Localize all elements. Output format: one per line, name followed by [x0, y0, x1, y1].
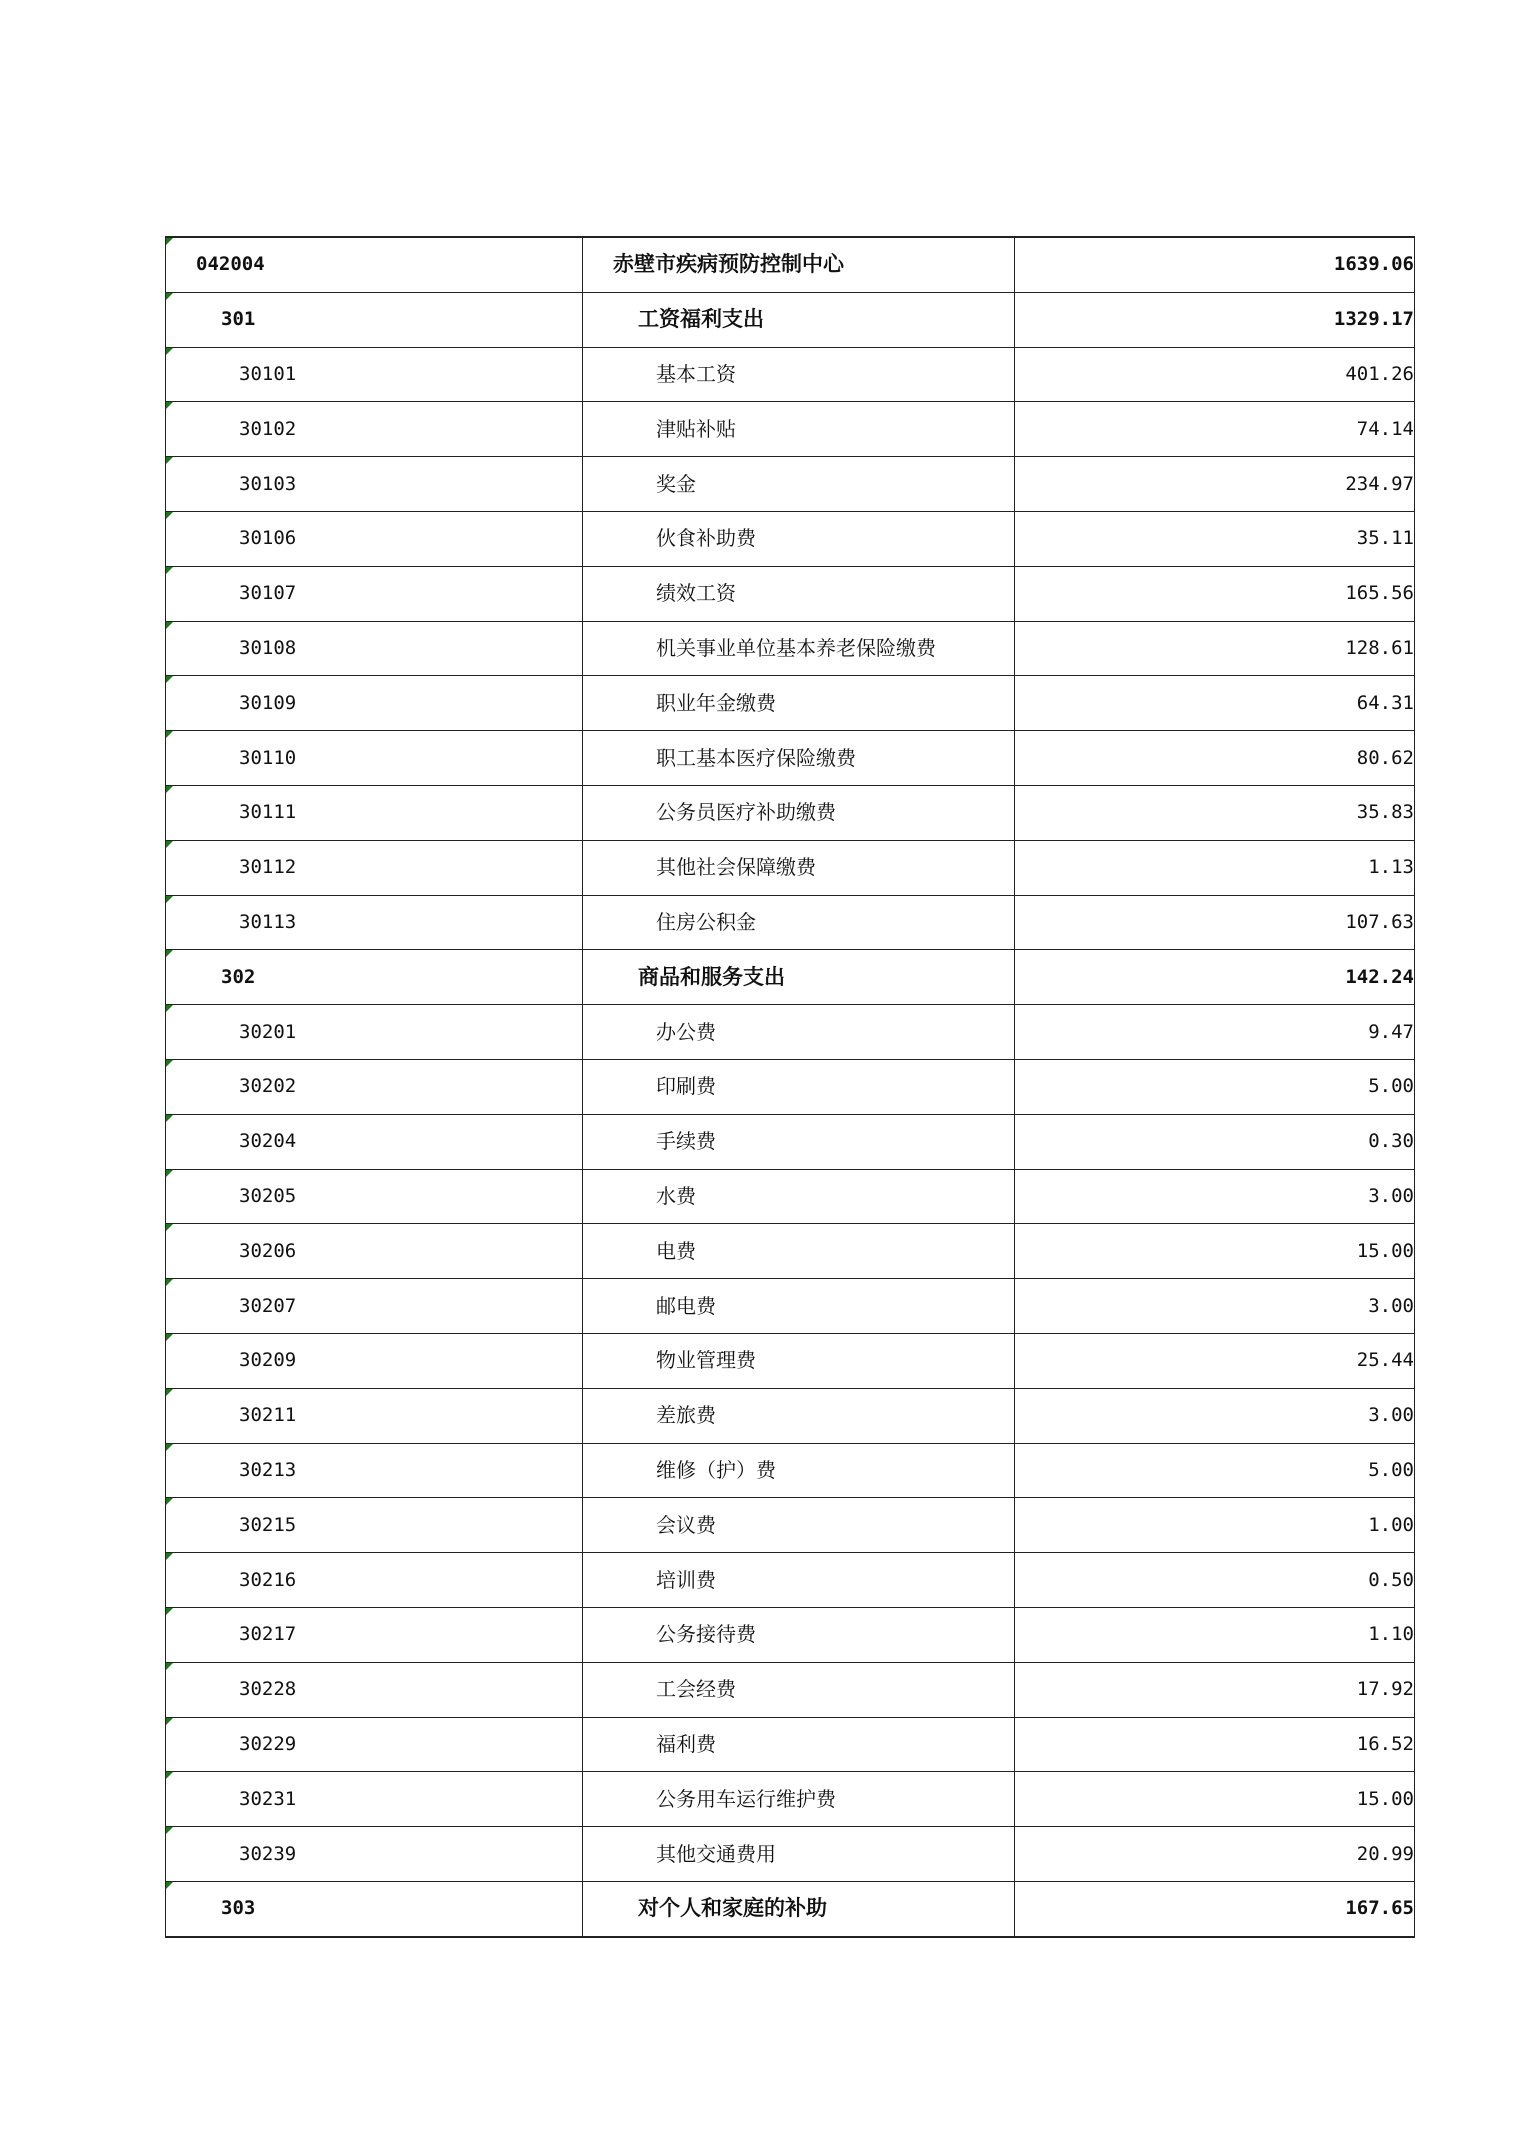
- amount-cell: 142.24: [1015, 950, 1415, 1005]
- subject-name-cell: 工会经费: [583, 1662, 1015, 1717]
- amount-cell: 16.52: [1015, 1717, 1415, 1772]
- amount-cell: 15.00: [1015, 1772, 1415, 1827]
- subject-name-cell: 伙食补助费: [583, 511, 1015, 566]
- subject-name-cell: 电费: [583, 1224, 1015, 1279]
- subject-code-cell: 30112: [166, 840, 583, 895]
- subject-code-cell: 30217: [166, 1607, 583, 1662]
- subject-name-cell: 基本工资: [583, 347, 1015, 402]
- item-row: [166, 1772, 1415, 1827]
- unit-row: [166, 237, 1415, 292]
- subject-name-cell: 商品和服务支出: [583, 950, 1015, 1005]
- item-row: [166, 1553, 1415, 1608]
- subject-code-cell: 30108: [166, 621, 583, 676]
- subject-code-cell: 302: [166, 950, 583, 1005]
- subject-name-cell: 办公费: [583, 1005, 1015, 1060]
- item-row: [166, 1662, 1415, 1717]
- subject-code-cell: 30103: [166, 457, 583, 512]
- amount-cell: 3.00: [1015, 1169, 1415, 1224]
- item-row: [166, 621, 1415, 676]
- subject-name-cell: 手续费: [583, 1114, 1015, 1169]
- amount-cell: 3.00: [1015, 1279, 1415, 1334]
- subject-name-cell: 赤壁市疾病预防控制中心: [583, 237, 1015, 292]
- amount-cell: 9.47: [1015, 1005, 1415, 1060]
- item-row: [166, 1333, 1415, 1388]
- amount-cell: 401.26: [1015, 347, 1415, 402]
- amount-cell: 1.00: [1015, 1498, 1415, 1553]
- item-row: [166, 1059, 1415, 1114]
- subject-code-cell: 30216: [166, 1553, 583, 1608]
- amount-cell: 80.62: [1015, 731, 1415, 786]
- subject-name-cell: 培训费: [583, 1553, 1015, 1608]
- subject-name-cell: 水费: [583, 1169, 1015, 1224]
- subject-name-cell: 其他交通费用: [583, 1827, 1015, 1882]
- subject-code-cell: 30213: [166, 1443, 583, 1498]
- subject-code-cell: 303: [166, 1881, 583, 1936]
- item-row: [166, 1498, 1415, 1553]
- item-row: [166, 347, 1415, 402]
- amount-cell: 15.00: [1015, 1224, 1415, 1279]
- amount-cell: 1.10: [1015, 1607, 1415, 1662]
- amount-cell: 3.00: [1015, 1388, 1415, 1443]
- item-row: [166, 1827, 1415, 1882]
- category-row: [166, 1881, 1415, 1936]
- subject-name-cell: 公务接待费: [583, 1607, 1015, 1662]
- item-row: [166, 676, 1415, 731]
- subject-code-cell: 30229: [166, 1717, 583, 1772]
- subject-code-cell: 30209: [166, 1333, 583, 1388]
- item-row: [166, 840, 1415, 895]
- subject-name-cell: 维修（护）费: [583, 1443, 1015, 1498]
- subject-code-cell: 30206: [166, 1224, 583, 1279]
- amount-cell: 165.56: [1015, 566, 1415, 621]
- amount-cell: 25.44: [1015, 1333, 1415, 1388]
- subject-name-cell: 其他社会保障缴费: [583, 840, 1015, 895]
- item-row: [166, 1717, 1415, 1772]
- subject-code-cell: 30111: [166, 785, 583, 840]
- amount-cell: 1.13: [1015, 840, 1415, 895]
- amount-cell: 107.63: [1015, 895, 1415, 950]
- amount-cell: 20.99: [1015, 1827, 1415, 1882]
- subject-code-cell: 30110: [166, 731, 583, 786]
- item-row: [166, 1005, 1415, 1060]
- subject-name-cell: 住房公积金: [583, 895, 1015, 950]
- subject-name-cell: 物业管理费: [583, 1333, 1015, 1388]
- subject-name-cell: 绩效工资: [583, 566, 1015, 621]
- subject-code-cell: 30107: [166, 566, 583, 621]
- category-row: [166, 292, 1415, 347]
- subject-code-cell: 30207: [166, 1279, 583, 1334]
- subject-code-cell: 30215: [166, 1498, 583, 1553]
- subject-name-cell: 机关事业单位基本养老保险缴费: [583, 621, 1015, 676]
- item-row: [166, 1224, 1415, 1279]
- item-row: [166, 731, 1415, 786]
- subject-name-cell: 工资福利支出: [583, 292, 1015, 347]
- subject-code-cell: 30201: [166, 1005, 583, 1060]
- amount-cell: 0.30: [1015, 1114, 1415, 1169]
- amount-cell: 74.14: [1015, 402, 1415, 457]
- item-row: [166, 511, 1415, 566]
- subject-name-cell: 会议费: [583, 1498, 1015, 1553]
- item-row: [166, 1169, 1415, 1224]
- amount-cell: 17.92: [1015, 1662, 1415, 1717]
- amount-cell: 1639.06: [1015, 237, 1415, 292]
- subject-name-cell: 职业年金缴费: [583, 676, 1015, 731]
- subject-name-cell: 公务员医疗补助缴费: [583, 785, 1015, 840]
- subject-code-cell: 30102: [166, 402, 583, 457]
- subject-code-cell: 30204: [166, 1114, 583, 1169]
- amount-cell: 0.50: [1015, 1553, 1415, 1608]
- subject-name-cell: 差旅费: [583, 1388, 1015, 1443]
- amount-cell: 5.00: [1015, 1059, 1415, 1114]
- item-row: [166, 1607, 1415, 1662]
- item-row: [166, 1388, 1415, 1443]
- subject-name-cell: 福利费: [583, 1717, 1015, 1772]
- subject-code-cell: 301: [166, 292, 583, 347]
- amount-cell: 1329.17: [1015, 292, 1415, 347]
- subject-name-cell: 印刷费: [583, 1059, 1015, 1114]
- subject-name-cell: 津贴补贴: [583, 402, 1015, 457]
- subject-name-cell: 邮电费: [583, 1279, 1015, 1334]
- subject-code-cell: 30113: [166, 895, 583, 950]
- amount-cell: 128.61: [1015, 621, 1415, 676]
- amount-cell: 167.65: [1015, 1881, 1415, 1936]
- item-row: [166, 1279, 1415, 1334]
- expenditure-table: [165, 236, 1415, 1938]
- subject-code-cell: 30211: [166, 1388, 583, 1443]
- amount-cell: 64.31: [1015, 676, 1415, 731]
- subject-name-cell: 职工基本医疗保险缴费: [583, 731, 1015, 786]
- subject-code-cell: 30205: [166, 1169, 583, 1224]
- expenditure-table-body: [166, 237, 1415, 1937]
- amount-cell: 35.11: [1015, 511, 1415, 566]
- subject-name-cell: 公务用车运行维护费: [583, 1772, 1015, 1827]
- subject-code-cell: 30106: [166, 511, 583, 566]
- subject-code-cell: 30202: [166, 1059, 583, 1114]
- amount-cell: 5.00: [1015, 1443, 1415, 1498]
- subject-code-cell: 30231: [166, 1772, 583, 1827]
- subject-code-cell: 30109: [166, 676, 583, 731]
- item-row: [166, 566, 1415, 621]
- subject-name-cell: 奖金: [583, 457, 1015, 512]
- subject-code-cell: 042004: [166, 237, 583, 292]
- amount-cell: 35.83: [1015, 785, 1415, 840]
- item-row: [166, 402, 1415, 457]
- amount-cell: 234.97: [1015, 457, 1415, 512]
- item-row: [166, 1114, 1415, 1169]
- item-row: [166, 457, 1415, 512]
- subject-code-cell: 30228: [166, 1662, 583, 1717]
- subject-code-cell: 30239: [166, 1827, 583, 1882]
- item-row: [166, 895, 1415, 950]
- subject-code-cell: 30101: [166, 347, 583, 402]
- item-row: [166, 1443, 1415, 1498]
- subject-name-cell: 对个人和家庭的补助: [583, 1881, 1015, 1936]
- item-row: [166, 785, 1415, 840]
- category-row: [166, 950, 1415, 1005]
